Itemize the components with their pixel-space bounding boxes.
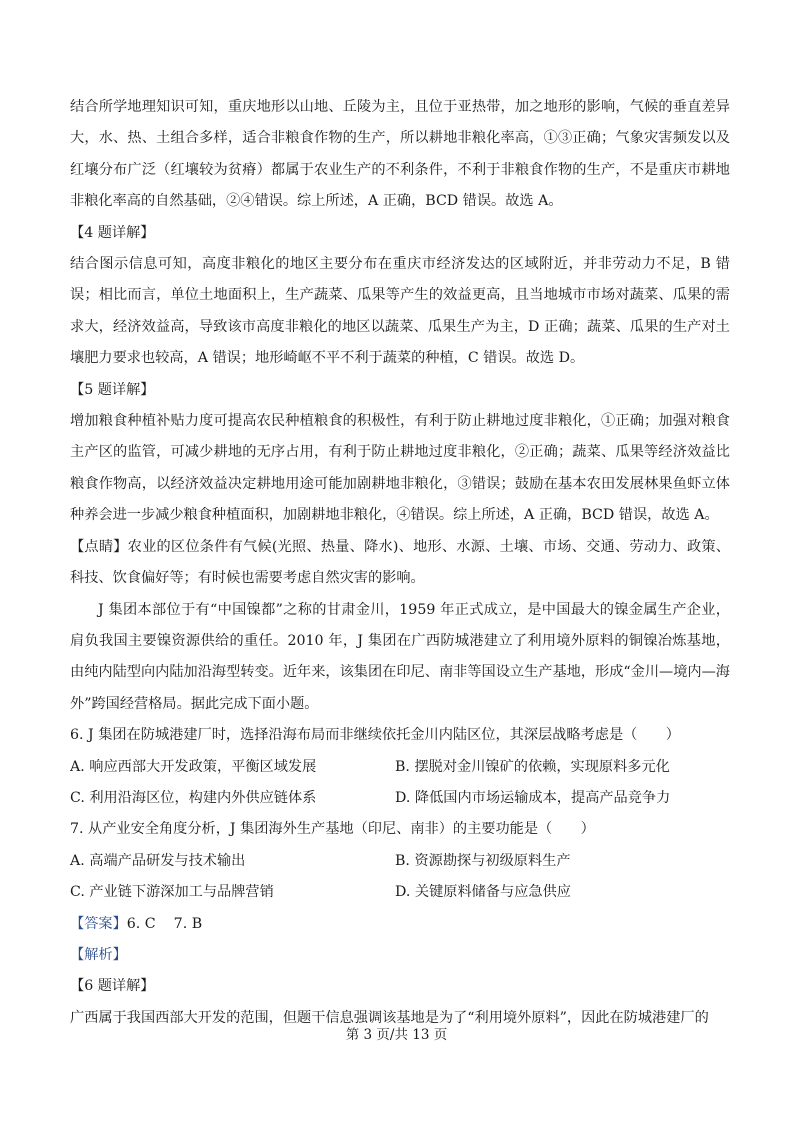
question-6-option-c: C. 利用沿海区位，构建内外供应链体系: [70, 789, 317, 806]
answer-6: 6. C: [126, 915, 156, 932]
analysis-label: 【解析】: [70, 946, 127, 963]
question-7-option-b: B. 资源勘探与初级原料生产: [395, 852, 571, 869]
document-body: [70, 92, 730, 1034]
question-6-stem: 6. J 集团在防城港建厂时，选择沿海布局而非继续依托金川内陆区位，其深层战略考虑是（ ）: [70, 727, 680, 744]
q3-explanation-paragraph: 结合所学地理知识可知，重庆地形以山地、丘陵为主，且位于亚热带，加之地形的影响，气候的垂直差异大，水、热、土组合多样，适合非粮食作物的生产，所以耕地非粮化率高，①③正确；气象灾害频发以及红壤分布广泛（红壤较为贫瘠）都属于农业生产的不利条件，不利于非粮食作物的生产，不是重庆市耕地非粮化率高的自然基础，②④错误。综上所述，A 正确，BCD 错误。故选 A。: [70, 99, 730, 210]
question-7-options: [70, 846, 730, 909]
q5-detail-heading: 【5 题详解】: [70, 381, 155, 398]
question-6-option-a: A. 响应西部大开发政策，平衡区域发展: [70, 758, 317, 775]
q4-detail-heading: 【4 题详解】: [70, 224, 155, 241]
material-paragraph: J 集团本部位于有“中国镍都”之称的甘肃金川，1959 年正式成立，是中国最大的镍金属生产企业，肩负我国主要镍资源供给的重任。2010 年，J 集团在广西防城港建立了利用境外原料的铜镍冶炼基地，由纯内陆型向内陆加沿海型转变。近年来，该集团在印尼、南非等国设立生产基地，形成“金川—境内—海外”跨国经营格局。据此完成下面小题。: [70, 601, 730, 712]
question-6-option-b: B. 摆脱对金川镍矿的依赖，实现原料多元化: [395, 758, 670, 775]
page-number-footer: 第 3 页/共 13 页: [345, 1027, 448, 1043]
tip-paragraph: 【点睛】农业的区位条件有气候(光照、热量、降水)、地形、水源、土壤、市场、交通、劳动力、政策、科技、饮食偏好等；有时候也需要考虑自然灾害的影响。: [70, 538, 730, 587]
question-6-option-d: D. 降低国内市场运输成本，提高产品竞争力: [395, 789, 671, 806]
q6-explanation-paragraph: 广西属于我国西部大开发的范围，但题干信息强调该基地是为了“利用境外原料”，因此在防城港建厂的: [70, 1009, 709, 1026]
answer-7: 7. B: [173, 915, 203, 932]
analysis-line: [70, 940, 730, 971]
question-7-stem: 7. 从产业安全角度分析，J 集团海外生产基地（印尼、南非）的主要功能是（ ）: [70, 821, 595, 838]
q6-detail-heading: 【6 题详解】: [70, 978, 155, 995]
question-6-options: [70, 752, 730, 815]
q5-explanation-paragraph: 增加粮食种植补贴力度可提高农民种植粮食的积极性，有利于防止耕地过度非粮化，①正确；加强对粮食主产区的监管，可减少耕地的无序占用，有利于防止耕地过度非粮化，②正确；蔬菜、瓜果等经济效益比粮食作物高，以经济效益决定耕地用途可能加剧耕地非粮化，③错误；鼓励在基本农田发展林果鱼虾立体种养会进一步减少粮食种植面积，加剧耕地非粮化，④错误。综上所述，A 正确，BCD 错误，故选 A。: [70, 413, 730, 524]
answer-line: [70, 909, 730, 940]
question-7-option-d: D. 关键原料储备与应急供应: [395, 884, 571, 901]
question-7-option-c: C. 产业链下游深加工与品牌营销: [70, 884, 274, 901]
question-7-option-a: A. 高端产品研发与技术输出: [70, 852, 246, 869]
q4-explanation-paragraph: 结合图示信息可知，高度非粮化的地区主要分布在重庆市经济发达的区域附近，并非劳动力不足，B 错误；相比而言，单位土地面积上，生产蔬菜、瓜果等产生的效益更高，且当地城市市场对蔬菜、瓜果的需求大，经济效益高，导致该市高度非粮化的地区以蔬菜、瓜果生产为主，D 正确；蔬菜、瓜果的生产对土壤肥力要求也较高，A 错误；地形崎岖不平不利于蔬菜的种植，C 错误。故选 D。: [70, 256, 730, 367]
answer-label: 【答案】: [70, 915, 127, 932]
